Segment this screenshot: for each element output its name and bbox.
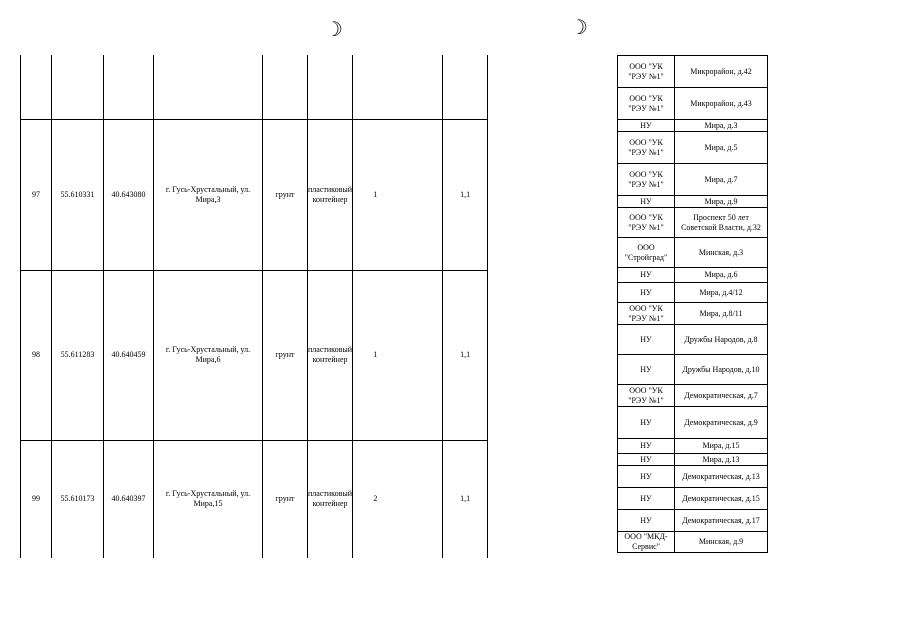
cell-org: НУ bbox=[618, 439, 675, 454]
cell-org: НУ bbox=[618, 454, 675, 466]
cell-org: ООО "УК "РЭУ №1" bbox=[618, 88, 675, 120]
cell-org: ООО "УК "РЭУ №1" bbox=[618, 303, 675, 325]
cell-num: 99 bbox=[21, 440, 52, 558]
table-row bbox=[618, 196, 768, 208]
cell-address: г. Гусь-Хрустальный, ул. Мира,3 bbox=[154, 119, 263, 270]
cell-container bbox=[308, 55, 353, 119]
cell-lat: 55.610331 bbox=[52, 119, 104, 270]
table-row bbox=[618, 488, 768, 510]
cell-addr: Минская, д.3 bbox=[675, 238, 768, 268]
cell-num: 97 bbox=[21, 119, 52, 270]
cell-container: пластиковый контейнер bbox=[308, 440, 353, 558]
cell-org: НУ bbox=[618, 407, 675, 439]
cell-addr: Мира, д.4/12 bbox=[675, 283, 768, 303]
spacer-cell bbox=[398, 119, 443, 270]
cell-org: НУ bbox=[618, 488, 675, 510]
cell-surface: грунт bbox=[263, 440, 308, 558]
table-row bbox=[618, 268, 768, 283]
table-row bbox=[618, 325, 768, 355]
cell-container: пластиковый контейнер bbox=[308, 270, 353, 440]
cell-address: г. Гусь-Хрустальный, ул. Мира,6 bbox=[154, 270, 263, 440]
table-row bbox=[618, 283, 768, 303]
table-row bbox=[21, 55, 488, 119]
table-row bbox=[618, 303, 768, 325]
cell-addr: Мира, д.8/11 bbox=[675, 303, 768, 325]
table-row bbox=[618, 439, 768, 454]
cell-lat bbox=[52, 55, 104, 119]
cell-count bbox=[353, 55, 398, 119]
cell-addr: Мира, д.7 bbox=[675, 164, 768, 196]
cell-org: НУ bbox=[618, 510, 675, 532]
cell-num bbox=[21, 55, 52, 119]
cell-addr: Мира, д.3 bbox=[675, 120, 768, 132]
cell-org: ООО "УК "РЭУ №1" bbox=[618, 208, 675, 238]
cell-addr: Дружбы Народов, д.8 bbox=[675, 325, 768, 355]
table-row bbox=[618, 532, 768, 553]
cell-address: г. Гусь-Хрустальный, ул. Мира,15 bbox=[154, 440, 263, 558]
cell-volume bbox=[443, 55, 488, 119]
cell-lon: 40.640397 bbox=[104, 440, 154, 558]
page-mark-right: ☽ bbox=[570, 17, 588, 39]
cell-lat: 55.611283 bbox=[52, 270, 104, 440]
cell-org: ООО "МКД-Сервис" bbox=[618, 532, 675, 553]
cell-addr: Микрорайон, д.43 bbox=[675, 88, 768, 120]
cell-addr: Демократическая, д.13 bbox=[675, 466, 768, 488]
table-row bbox=[618, 208, 768, 238]
cell-addr: Мира, д.13 bbox=[675, 454, 768, 466]
cell-container: пластиковый контейнер bbox=[308, 119, 353, 270]
cell-addr: Демократическая, д.15 bbox=[675, 488, 768, 510]
cell-org: ООО "УК "РЭУ №1" bbox=[618, 164, 675, 196]
cell-org: НУ bbox=[618, 283, 675, 303]
page-mark-left: ☽ bbox=[325, 19, 343, 41]
table-row bbox=[618, 164, 768, 196]
cell-addr: Демократическая, д.9 bbox=[675, 407, 768, 439]
cell-org: НУ bbox=[618, 268, 675, 283]
cell-volume: 1,1 bbox=[443, 440, 488, 558]
spacer-cell bbox=[398, 55, 443, 119]
table-row bbox=[618, 385, 768, 407]
cell-addr: Дружбы Народов, д.10 bbox=[675, 355, 768, 385]
management-companies-table bbox=[617, 55, 768, 553]
cell-count: 1 bbox=[353, 119, 398, 270]
cell-addr: Демократическая, д.7 bbox=[675, 385, 768, 407]
cell-lat: 55.610173 bbox=[52, 440, 104, 558]
cell-volume: 1,1 bbox=[443, 119, 488, 270]
cell-org: НУ bbox=[618, 466, 675, 488]
table-row bbox=[618, 407, 768, 439]
table-row bbox=[618, 466, 768, 488]
spacer-cell bbox=[398, 440, 443, 558]
cell-address bbox=[154, 55, 263, 119]
cell-surface bbox=[263, 55, 308, 119]
cell-addr: Мира, д.9 bbox=[675, 196, 768, 208]
cell-volume: 1,1 bbox=[443, 270, 488, 440]
cell-org: НУ bbox=[618, 196, 675, 208]
cell-addr: Минская, д.9 bbox=[675, 532, 768, 553]
cell-num: 98 bbox=[21, 270, 52, 440]
table-row bbox=[618, 454, 768, 466]
cell-addr: Мира, д.15 bbox=[675, 439, 768, 454]
cell-lon: 40.640459 bbox=[104, 270, 154, 440]
table-row bbox=[618, 88, 768, 120]
table-row bbox=[618, 56, 768, 88]
container-sites-table bbox=[20, 55, 488, 558]
cell-count: 1 bbox=[353, 270, 398, 440]
cell-count: 2 bbox=[353, 440, 398, 558]
cell-lon: 40.643080 bbox=[104, 119, 154, 270]
cell-addr: Микрорайон, д.42 bbox=[675, 56, 768, 88]
table-row bbox=[21, 119, 488, 270]
cell-org: ООО "Стройград" bbox=[618, 238, 675, 268]
cell-org: ООО "УК "РЭУ №1" bbox=[618, 56, 675, 88]
cell-org: НУ bbox=[618, 325, 675, 355]
table-row bbox=[618, 238, 768, 268]
spacer-cell bbox=[398, 270, 443, 440]
cell-org: ООО "УК "РЭУ №1" bbox=[618, 385, 675, 407]
cell-surface: грунт bbox=[263, 119, 308, 270]
table-row bbox=[618, 355, 768, 385]
cell-surface: грунт bbox=[263, 270, 308, 440]
cell-addr: Демократическая, д.17 bbox=[675, 510, 768, 532]
cell-addr: Мира, д.6 bbox=[675, 268, 768, 283]
table-row bbox=[21, 440, 488, 558]
cell-org: НУ bbox=[618, 120, 675, 132]
table-row bbox=[618, 132, 768, 164]
cell-lon bbox=[104, 55, 154, 119]
cell-org: ООО "УК "РЭУ №1" bbox=[618, 132, 675, 164]
cell-addr: Проспект 50 лет Советской Власти, д.32 bbox=[675, 208, 768, 238]
table-row bbox=[618, 510, 768, 532]
cell-addr: Мира, д.5 bbox=[675, 132, 768, 164]
table-row bbox=[618, 120, 768, 132]
cell-org: НУ bbox=[618, 355, 675, 385]
table-row bbox=[21, 270, 488, 440]
